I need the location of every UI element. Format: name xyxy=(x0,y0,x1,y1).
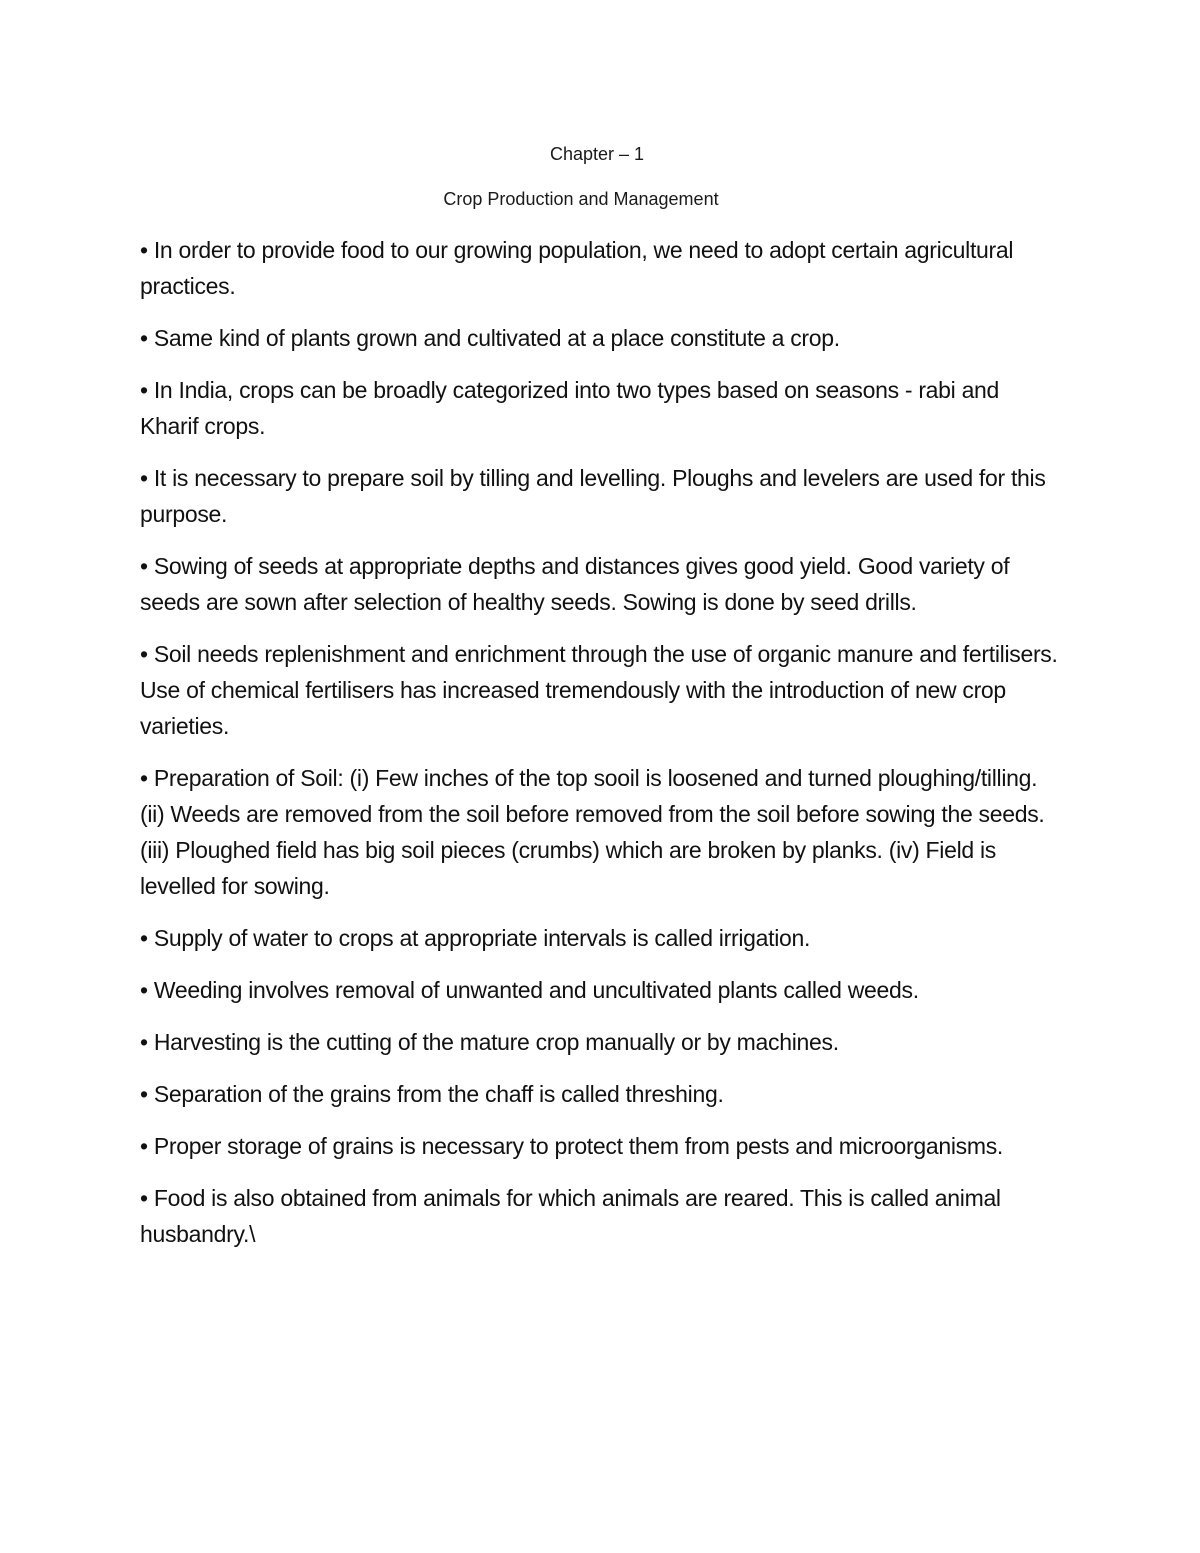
bullet-item: • In India, crops can be broadly categorized into two types based on seasons - rabi and Kharif crops. xyxy=(140,377,1000,439)
bullet-item: • Harvesting is the cutting of the mature crop manually or by machines. xyxy=(140,1029,839,1055)
chapter-heading: Chapter – 1 xyxy=(549,144,645,164)
bullet-item: • Proper storage of grains is necessary to protect them from pests and microorganisms. xyxy=(140,1133,1004,1159)
bullet-item: • In order to provide food to our growing population, we need to adopt certain agricultural practices. xyxy=(140,237,1014,299)
bullet-item: • Separation of the grains from the chaff is called threshing. xyxy=(140,1081,724,1107)
bullet-item: • Same kind of plants grown and cultivated at a place constitute a crop. xyxy=(140,325,840,351)
bullet-item: • Supply of water to crops at appropriate intervals is called irrigation. xyxy=(140,925,811,951)
bullet-item: • Food is also obtained from animals for which animals are reared. This is called animal husbandry.\ xyxy=(140,1185,1001,1247)
bullet-item: • Sowing of seeds at appropriate depths and distances gives good yield. Good variety of seeds are sown after selection of healthy seeds. Sowing is done by seed drills. xyxy=(140,553,1010,615)
bullet-item: • Preparation of Soil: (i) Few inches of the top sooil is loosened and turned ploughing/tilling. (ii) Weeds are removed from the soil before removed from the soil before sowing the seeds. (iii) Ploughed field has big soil pieces (crumbs) which are broken by planks. (iv) Field is levelled for sowing. xyxy=(140,765,1045,899)
bullet-item: • Weeding involves removal of unwanted and uncultivated plants called weeds. xyxy=(140,977,919,1003)
bullet-list xyxy=(140,232,1062,1268)
chapter-title: Crop Production and Management xyxy=(443,189,719,209)
bullet-item: • Soil needs replenishment and enrichment through the use of organic manure and fertilisers. Use of chemical fertilisers has increased tremendously with the introduction of new crop varieties. xyxy=(140,641,1058,739)
bullet-item: • It is necessary to prepare soil by tilling and levelling. Ploughs and levelers are used for this purpose. xyxy=(140,465,1046,527)
